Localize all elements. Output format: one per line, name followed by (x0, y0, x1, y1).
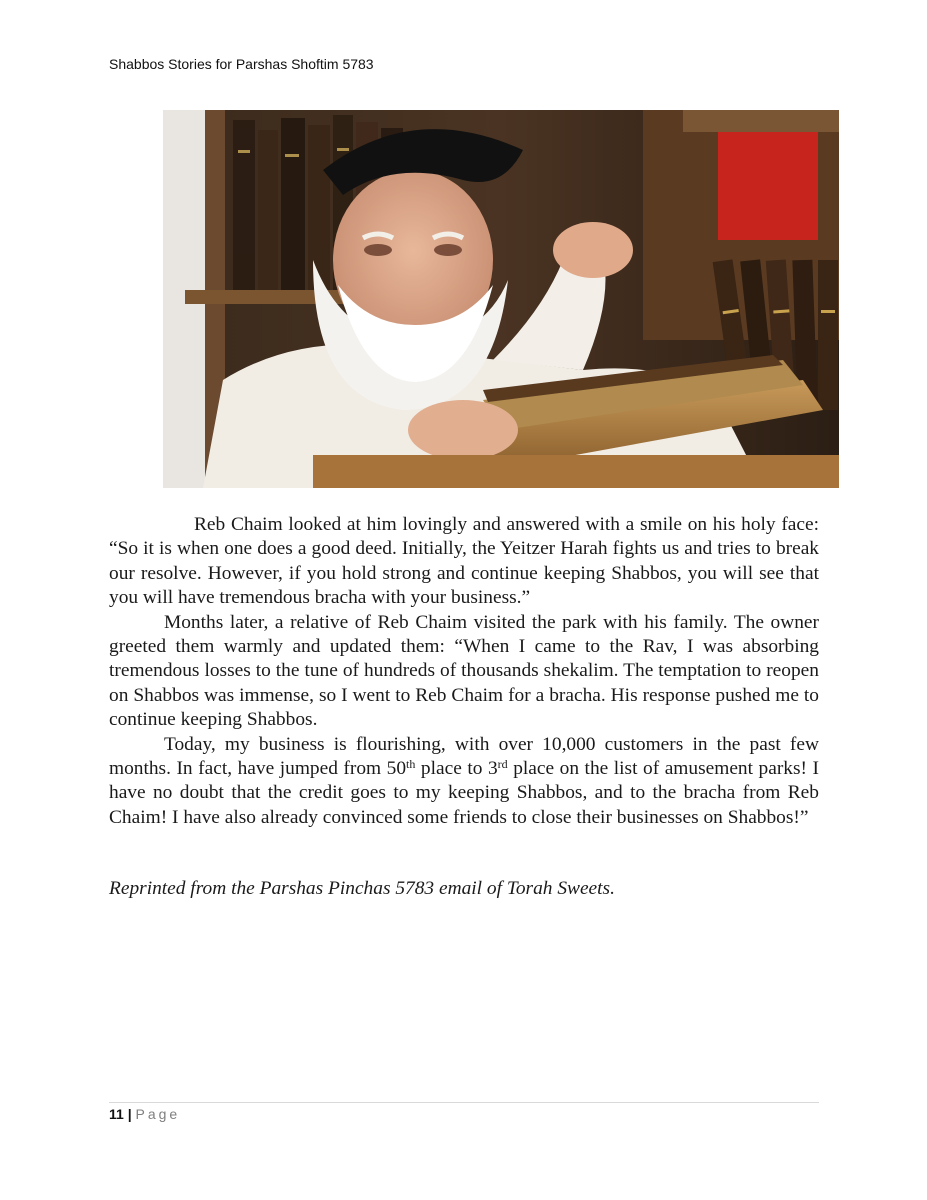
page-label: Page (135, 1106, 181, 1122)
page-header-title: Shabbos Stories for Parshas Shoftim 5783 (109, 56, 374, 72)
story-body (109, 513, 819, 830)
photo-illustration (163, 110, 839, 488)
paragraph-3-part-c: place on the list of amusement parks! I have no doubt that the credit goes to my keeping Shabbos, and to the bracha from Reb Chaim! I have also already convinced some friends to close their businesses on Shabbos!” (109, 758, 819, 828)
paragraph-3-part-b: place to 3 (415, 758, 498, 780)
paragraph-3-part-a: Today, my business is flourishing, with over 10,000 customers in the past few months. In fact, have jumped from 50 (109, 733, 819, 780)
reprint-credit: Reprinted from the Parshas Pinchas 5783 email of Torah Sweets. (109, 878, 615, 899)
rabbi-photo (163, 110, 839, 488)
page-number: 11 (109, 1106, 124, 1122)
ordinal-suffix-th: th (406, 757, 416, 772)
paragraph-3 (109, 733, 819, 831)
footer-divider (109, 1102, 819, 1103)
paragraph-1: Reb Chaim looked at him lovingly and answered with a smile on his holy face: “So it is when one does a good deed. Initially, the Yeitzer Harah fights us and tries to break our resolve. However, if you hold strong and continue keeping Shabbos, you will see that you will have tremendous bracha with your business.” (109, 514, 819, 609)
paragraph-2: Months later, a relative of Reb Chaim visited the park with his family. The owner greeted them warmly and updated them: “When I came to the Rav, I was absorbing tremendous losses to the tune of hundreds of thousands shekalim. The temptation to reopen on Shabbos was immense, so I went to Reb Chaim for a bracha. His response pushed me to continue keeping Shabbos. (109, 611, 819, 731)
page-footer (109, 1106, 180, 1122)
footer-separator: | (127, 1106, 132, 1122)
ordinal-suffix-rd: rd (497, 757, 508, 772)
